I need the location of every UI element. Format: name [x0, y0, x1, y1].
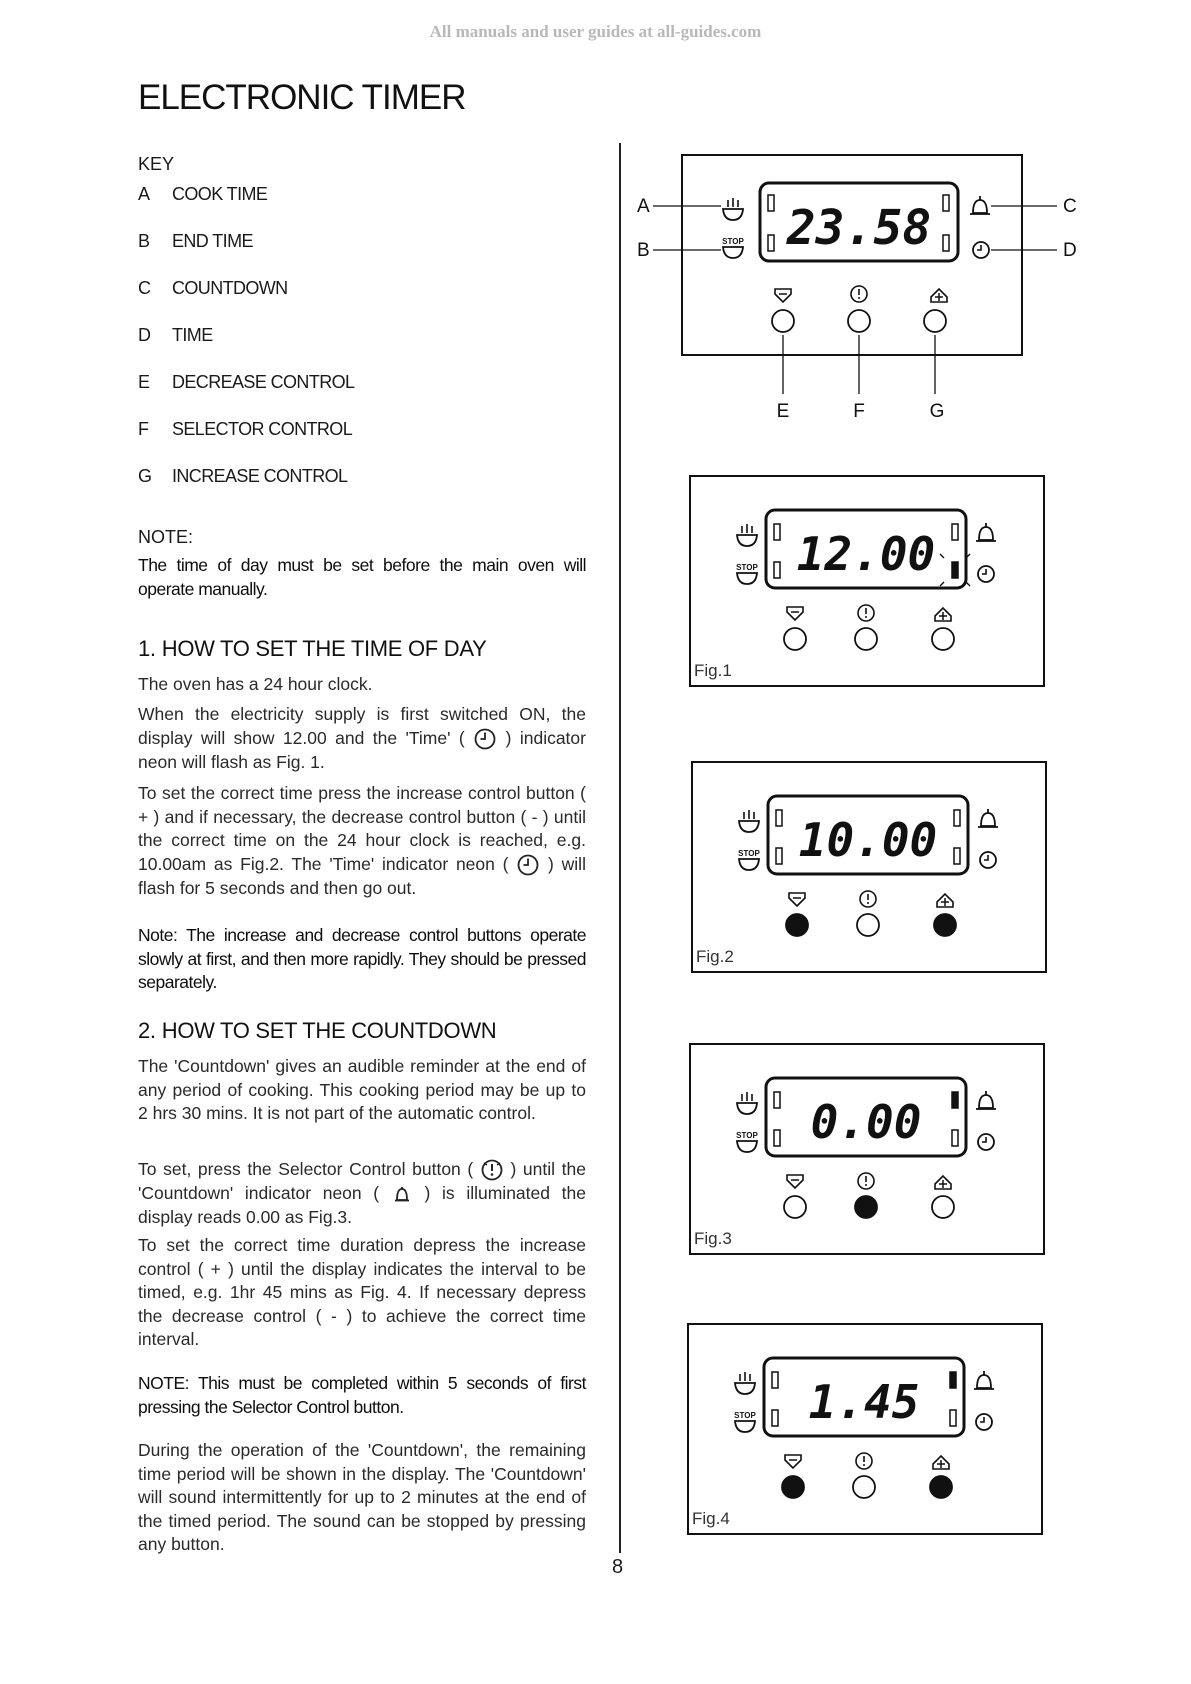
lcd-digits: 1.45 [808, 1375, 920, 1429]
svg-text:STOP: STOP [738, 849, 760, 858]
figure-1 [688, 474, 1046, 690]
figure-4 [686, 1322, 1044, 1538]
lcd-digits: 0.00 [810, 1095, 922, 1149]
column-divider [619, 143, 621, 1553]
key-item: B END TIME [138, 231, 253, 251]
section-1-paragraph: To set the correct time press the increase control button ( + ) and if necessary, the decrease control button ( - ) until the correct time on the 24 hour clock is reached, e.g. 10.00am as Fig.2. The 'Time' indicator neon ( ) will flash for 5 seconds and then go out. [138, 783, 586, 898]
clock-icon [473, 727, 497, 751]
svg-text:STOP: STOP [734, 1411, 756, 1420]
key-item: E DECREASE CONTROL [138, 372, 355, 392]
decrease-button [784, 1196, 806, 1218]
figure-2 [690, 760, 1048, 976]
section-2-paragraph: The 'Countdown' gives an audible reminder at the end of any period of cooking. This cooking period may be up to 2 hrs 30 mins. It is not part of the automatic control. [138, 1056, 586, 1123]
label-e: E [776, 401, 790, 422]
decrease-button [782, 1476, 804, 1498]
svg-text:A: A [637, 196, 650, 217]
lcd-digits: 12.00 [796, 527, 936, 581]
decrease-button [786, 914, 808, 936]
figure-caption: Fig.2 [696, 947, 734, 966]
note-text: The time of day must be set before the main oven will operate manually. [138, 555, 586, 599]
section-1-paragraph: When the electricity supply is first switched ON, the display will show 12.00 and the 'Time' ( ) indicator neon will flash as Fig. 1. [138, 704, 586, 772]
figure-caption: Fig.1 [694, 661, 732, 680]
selector-icon [480, 1158, 504, 1182]
figure-caption: Fig.4 [692, 1509, 730, 1528]
key-item: F SELECTOR CONTROL [138, 419, 353, 439]
key-item: C COUNTDOWN [138, 278, 288, 298]
figure-3 [688, 1042, 1046, 1258]
section-1-heading: 1. HOW TO SET THE TIME OF DAY [138, 636, 487, 661]
increase-button [930, 1476, 952, 1498]
key-heading: KEY [138, 154, 175, 174]
section-2-paragraph: To set the correct time duration depress the increase control ( + ) until the display indicates the interval to be timed, e.g. 1hr 45 mins as Fig. 4. If necessary depress the decrease control ( - ) to achieve the correct time interval. [138, 1235, 586, 1349]
decrease-button [772, 310, 794, 332]
decrease-button [784, 628, 806, 650]
selector-button [848, 310, 870, 332]
section-2-paragraph: To set, press the Selector Control button ( ) until the 'Countdown' indicator neon ( ) is illuminated the display reads 0.00 as Fig.3. [138, 1159, 586, 1227]
svg-text:C: C [1063, 196, 1077, 217]
countdown-indicator [952, 1092, 958, 1108]
svg-text:D: D [1063, 240, 1077, 261]
key-item: D TIME [138, 325, 213, 345]
lcd-digits: 23.58 [786, 200, 932, 256]
svg-text:B: B [637, 240, 650, 261]
selector-button [853, 1476, 875, 1498]
selector-button [855, 628, 877, 650]
selector-button [855, 1196, 877, 1218]
increase-button [934, 914, 956, 936]
increase-button [932, 1196, 954, 1218]
selector-button [857, 914, 879, 936]
lcd-digits: 10.00 [798, 813, 938, 867]
key-item: A COOK TIME [138, 184, 268, 204]
section-2-heading: 2. HOW TO SET THE COUNTDOWN [138, 1018, 497, 1043]
timer-key-diagram [625, 150, 1095, 430]
svg-text:STOP: STOP [736, 1131, 758, 1140]
time-indicator [952, 562, 958, 578]
page-number: 8 [612, 1556, 624, 1578]
watermark: All manuals and user guides at all-guides.com [429, 22, 762, 41]
svg-text:STOP: STOP [722, 237, 744, 246]
section-1-note: Note: The increase and decrease control buttons operate slowly at first, and then more rapidly. They should be pressed separately. [138, 925, 586, 992]
increase-button [924, 310, 946, 332]
figure-caption: Fig.3 [694, 1229, 732, 1248]
label-f: F [853, 401, 865, 422]
increase-button [932, 628, 954, 650]
bell-icon [391, 1184, 413, 1206]
section-2-paragraph: During the operation of the 'Countdown', the remaining time period will be shown in the display. The 'Countdown' will sound intermittently for up to 2 minutes at the end of the timed period. The sound can be stopped by pressing any button. [138, 1440, 586, 1554]
note-heading: NOTE: [138, 527, 194, 547]
section-1-paragraph: The oven has a 24 hour clock. [138, 674, 373, 694]
countdown-indicator [950, 1372, 956, 1388]
svg-text:STOP: STOP [736, 563, 758, 572]
label-g: G [929, 401, 945, 422]
clock-icon [516, 853, 540, 877]
key-item: G INCREASE CONTROL [138, 466, 348, 486]
section-2-note: NOTE: This must be completed within 5 seconds of first pressing the Selector Control button. [138, 1373, 586, 1417]
page-title: ELECTRONIC TIMER [138, 78, 466, 117]
